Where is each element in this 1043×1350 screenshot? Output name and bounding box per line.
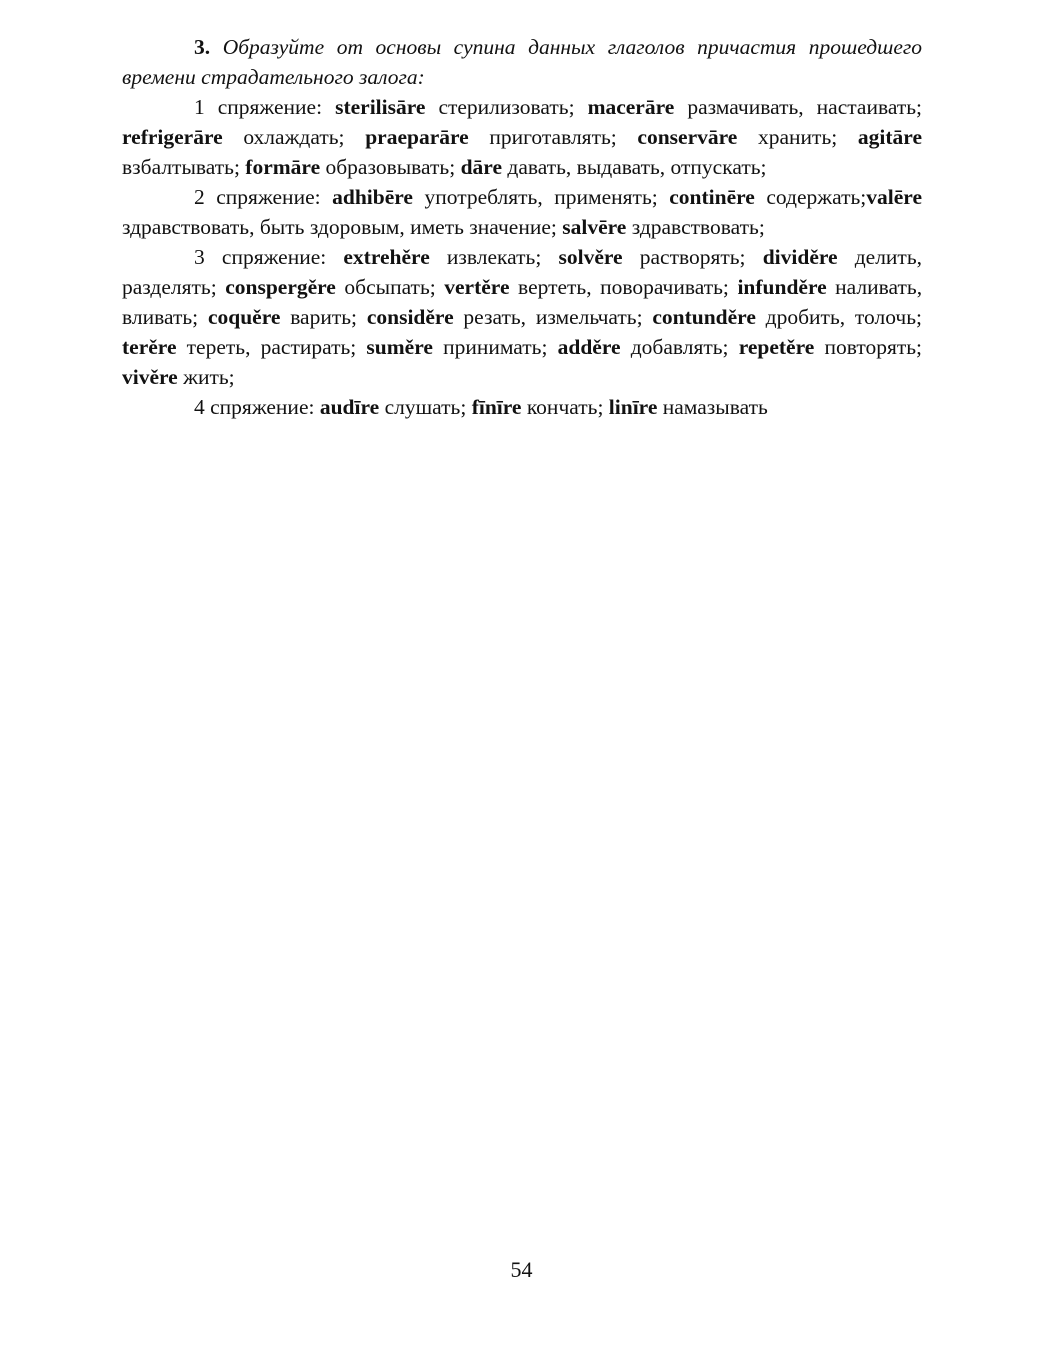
translation: взбалтывать; [122, 155, 240, 179]
translation: наливать, вливать; [122, 275, 923, 329]
exercise-block [122, 32, 922, 422]
verb: considěre [366, 305, 454, 329]
task-heading [122, 32, 922, 92]
translation: обсыпать; [344, 275, 436, 299]
verb: agitāre [857, 125, 922, 149]
verb: repetěre [738, 335, 815, 359]
verb: contunděre [652, 305, 756, 329]
translation: резать, измельчать; [463, 305, 643, 329]
verb: praeparāre [365, 125, 469, 149]
translation: добавлять; [630, 335, 729, 359]
verb: valēre [866, 185, 922, 209]
verb: terěre [122, 335, 177, 359]
translation: охлаждать; [243, 125, 345, 149]
translation: слушать; [384, 395, 467, 419]
verb: audīre [319, 395, 380, 419]
verb: macerāre [587, 95, 675, 119]
translation: делить, разделять; [122, 245, 923, 299]
verb: adhibēre [332, 185, 413, 209]
translation: намазывать [662, 395, 768, 419]
translation: образовывать; [325, 155, 456, 179]
translation: размачивать, настаивать; [687, 95, 923, 119]
conjugation-label: 1 спряжение: [194, 95, 323, 119]
conjugation-1 [122, 92, 922, 182]
verb: linīre [608, 395, 658, 419]
conjugation-label: 4 спряжение: [194, 395, 315, 419]
verb: sterilisāre [335, 95, 426, 119]
translation: извлекать; [446, 245, 542, 269]
verb: conspergěre [225, 275, 336, 299]
verb: salvēre [562, 215, 627, 239]
verb: dividěre [762, 245, 838, 269]
translation: содержать; [766, 185, 867, 209]
task-instruction: Образуйте от основы супина данных глаголов причастия прошедшего времени страдательного залога: [122, 35, 922, 89]
translation: повторять; [824, 335, 923, 359]
verb: formāre [245, 155, 321, 179]
translation: принимать; [443, 335, 548, 359]
conjugation-label: 2 спряжение: [194, 185, 321, 209]
verb: suměre [366, 335, 433, 359]
translation: здравствовать; [631, 215, 765, 239]
verb: coquěre [207, 305, 281, 329]
task-number: 3. [194, 35, 211, 59]
translation: растворять; [639, 245, 746, 269]
translation: хранить; [758, 125, 838, 149]
translation: варить; [290, 305, 358, 329]
translation: тереть, растирать; [186, 335, 357, 359]
verb: fīnīre [471, 395, 522, 419]
translation: приготавлять; [489, 125, 617, 149]
translation: жить; [183, 365, 235, 389]
translation: стерилизовать; [438, 95, 575, 119]
page-number: 54 [510, 1257, 533, 1282]
translation: вертеть, поворачивать; [518, 275, 729, 299]
translation: здравствовать, быть здоровым, иметь значение; [122, 215, 557, 239]
verb: vertěre [444, 275, 510, 299]
verb: vivěre [122, 365, 178, 389]
translation: давать, выдавать, отпускать; [507, 155, 767, 179]
verb: refrigerāre [122, 125, 223, 149]
verb: dāre [460, 155, 502, 179]
verb: solvěre [558, 245, 623, 269]
verb: adděre [557, 335, 621, 359]
verb: continēre [669, 185, 755, 209]
conjugation-3 [122, 242, 922, 392]
conjugation-label: 3 спряжение: [194, 245, 327, 269]
translation: кончать; [526, 395, 604, 419]
verb: conservāre [637, 125, 738, 149]
translation: употреблять, применять; [424, 185, 658, 209]
verb: infunděre [737, 275, 827, 299]
conjugation-2 [122, 182, 922, 242]
verb: extrehěre [343, 245, 430, 269]
conjugation-4 [122, 392, 922, 422]
translation: дробить, толочь; [765, 305, 923, 329]
